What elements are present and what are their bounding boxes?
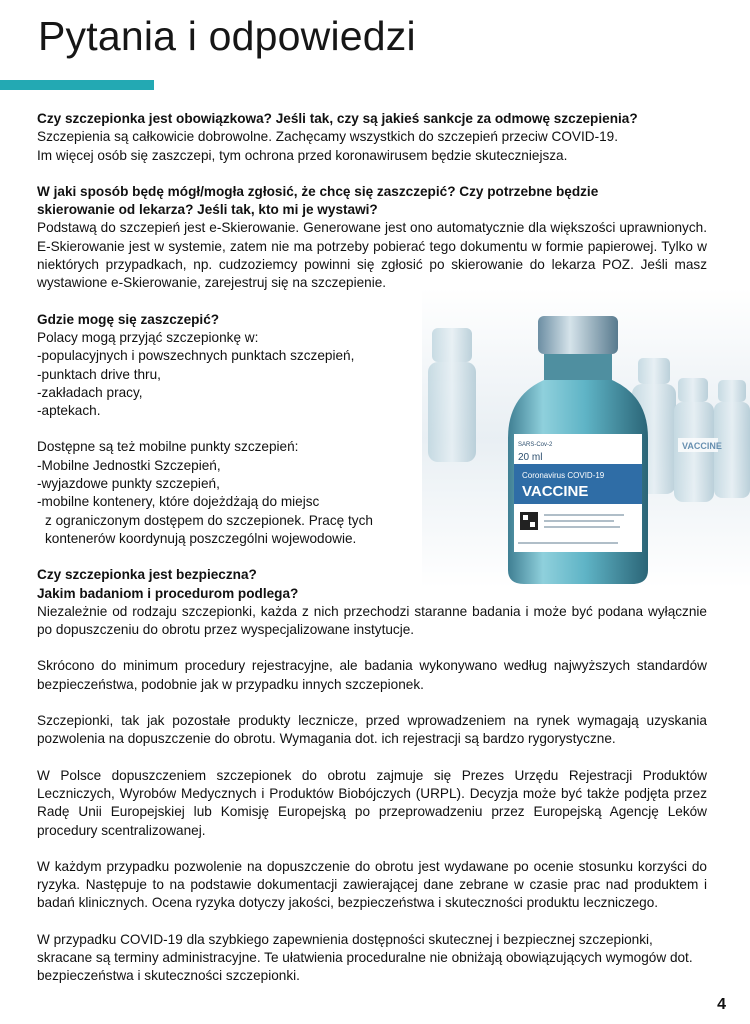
page-title: Pytania i odpowiedzi	[38, 13, 416, 59]
page-number: 4	[717, 996, 726, 1013]
vial-label-small: SARS-Cov-2	[518, 442, 553, 448]
list-item: -Mobilne Jednostki Szczepień,	[37, 457, 221, 473]
answer-1-line-2: Im więcej osób się zaszczepi, tym ochrona przed koronawirusem będzie skuteczniejsza.	[37, 147, 568, 163]
vial-label-line1: Coronavirus COVID-19	[522, 471, 605, 480]
qa-content	[37, 110, 707, 986]
question-1: Czy szczepionka jest obowiązkowa? Jeśli tak, czy są jakieś sankcje za odmowę szczepienia?	[37, 111, 638, 126]
list-item: kontenerów koordynują poszczególni wojewodowie.	[45, 530, 357, 546]
answer-4-paragraph-1: Niezależnie od rodzaju szczepionki, każda z nich przechodzi staranne badania i może być podana wyłącznie po dopuszczeniu do obrotu przez wyspecjalizowane instytucje.	[37, 603, 707, 638]
list-item: -punktach drive thru,	[37, 366, 161, 382]
answer-4-paragraph-4: W Polsce dopuszczeniem szczepionek do obrotu zajmuje się Prezes Urzędu Rejestracji Produktów Leczniczych, Wyrobów Medycznych i Produktów Biobójczych (URPL). Decyzja może być także podjęta przez Radę Unii Europejskiej lub Komisję Europejską po przeprowadzeniu przez Europejską Agencję Leków procedury scentralizowanej.	[37, 767, 707, 838]
list-item: -wyjazdowe punkty szczepień,	[37, 476, 220, 492]
list-item: z ograniczonym dostępem do szczepionek. Pracę tych	[45, 512, 373, 528]
list-item: -zakładach pracy,	[37, 384, 143, 400]
question-4-line-1: Czy szczepionka jest bezpieczna?	[37, 567, 257, 583]
question-3-block	[37, 311, 437, 603]
question-4-line-2: Jakim badaniom i procedurom podlega?	[37, 585, 299, 601]
vial-volume: 20 ml	[518, 452, 543, 463]
vial-label-brand: VACCINE	[522, 483, 589, 500]
answer-4-paragraph-5: W każdym przypadku pozwolenie na dopuszczenie do obrotu jest wydawane po ocenie stosunku korzyści do ryzyka. Następuje to na podstawie dokumentacji zawierającej dane zebrane w czasie prac nad produktem i badań klinicznych. Ocena ryzyka dotyczy jakości, bezpieczeństwa i skuteczności produktu leczniczego.	[37, 858, 707, 911]
answer-2: Podstawą do szczepień jest e-Skierowanie. Generowane jest ono automatycznie dla większości uprawnionych. E-Skierowanie jest w systemie, zatem nie ma potrzeby pobierać tego dokumentu w formie papierowej. Tylko w niektórych przypadkach, np. cudzoziemcy powinni się zgłosić po skierowanie do lekarza POZ. Jeśli masz wystawione e-Skierowanie, zarejestruj się na szczepienie.	[37, 220, 707, 291]
question-2-line-2: skierowanie od lekarza? Jeśli tak, kto mi je wystawi?	[37, 202, 378, 218]
answer-1-line-1: Szczepienia są całkowicie dobrowolne. Zachęcamy wszystkich do szczepień przeciw COVID-19.	[37, 129, 618, 145]
answer-4-paragraph-6: W przypadku COVID-19 dla szybkiego zapewnienia dostępności skutecznej i bezpiecznej szczepionki, skracane są terminy administracyjne. Te ułatwienia proceduralne nie obniżają obowiązujących wymogów dot. bezpieczeństwa i skuteczności szczepionki.	[37, 931, 693, 984]
answer-4-paragraph-2: Skrócono do minimum procedury rejestracyjne, ale badania wykonywano według najwyższych standardów bezpieczeństwa, podobnie jak w przypadku innych szczepionek.	[37, 658, 707, 692]
answer-4-paragraph-3: Szczepionki, tak jak pozostałe produkty lecznicze, przed wprowadzeniem na rynek wymagają uzyskania pozwolenia na dopuszczenie do obrotu. Wymagania dot. ich rejestracji są bardzo rygorystyczne.	[37, 713, 707, 747]
answer-3-intro: Polacy mogą przyjąć szczepionkę w:	[37, 329, 259, 345]
mobile-points-intro: Dostępne są też mobilne punkty szczepień:	[37, 439, 299, 455]
question-2-line-1: W jaki sposób będę mógł/mogła zgłosić, że chcę się zaszczepić? Czy potrzebne będzie	[37, 183, 599, 199]
accent-bar	[0, 80, 154, 90]
question-3: Gdzie mogę się zaszczepić?	[37, 311, 220, 327]
list-item: -aptekach.	[37, 403, 101, 419]
list-item: -mobilne kontenery, które dojeżdżają do miejsc	[37, 494, 320, 510]
list-item: -populacyjnych i powszechnych punktach szczepień,	[37, 348, 355, 364]
svg-text:VACCINE: VACCINE	[682, 441, 722, 451]
